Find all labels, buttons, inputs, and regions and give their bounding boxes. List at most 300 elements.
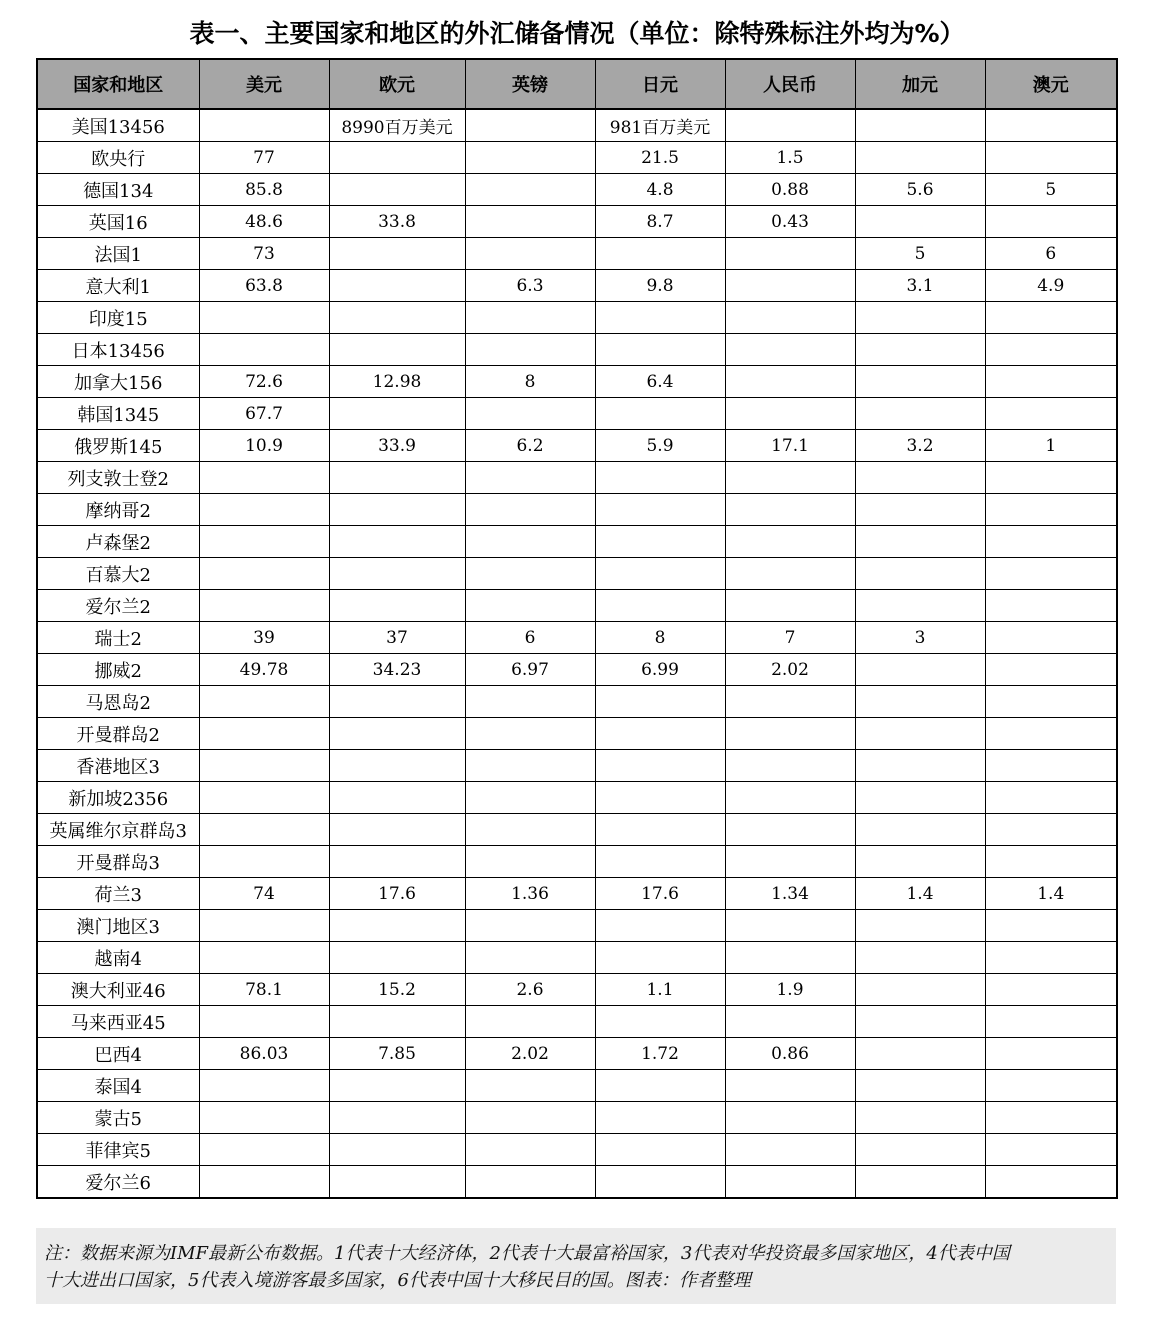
value-cell: 17.6	[329, 878, 465, 910]
value-cell	[465, 462, 595, 494]
value-cell	[595, 910, 725, 942]
value-cell	[725, 910, 855, 942]
value-cell	[199, 109, 329, 142]
value-cell	[465, 1070, 595, 1102]
value-cell	[855, 910, 985, 942]
value-cell: 5	[985, 174, 1117, 206]
value-cell	[855, 462, 985, 494]
value-cell	[725, 366, 855, 398]
value-cell	[855, 942, 985, 974]
value-cell	[985, 109, 1117, 142]
value-cell: 3	[855, 622, 985, 654]
value-cell	[725, 1166, 855, 1199]
value-cell	[465, 1134, 595, 1166]
region-name-cell: 新加坡2356	[37, 782, 199, 814]
value-cell	[465, 398, 595, 430]
value-cell: 6	[465, 622, 595, 654]
value-cell	[595, 1006, 725, 1038]
table-row	[37, 494, 1117, 526]
region-name-cell: 意大利1	[37, 270, 199, 302]
value-cell	[985, 1166, 1117, 1199]
value-cell	[985, 1070, 1117, 1102]
column-header-currency: 欧元	[329, 59, 465, 109]
value-cell: 1.36	[465, 878, 595, 910]
region-name-cell: 爱尔兰6	[37, 1166, 199, 1199]
value-cell	[595, 334, 725, 366]
table-row	[37, 942, 1117, 974]
value-cell	[985, 718, 1117, 750]
value-cell	[985, 590, 1117, 622]
value-cell	[725, 270, 855, 302]
value-cell	[199, 302, 329, 334]
value-cell	[465, 782, 595, 814]
table-row	[37, 462, 1117, 494]
column-header-currency: 美元	[199, 59, 329, 109]
column-header-currency: 人民币	[725, 59, 855, 109]
region-name-cell: 瑞士2	[37, 622, 199, 654]
footnote-line-1: 注：数据来源为IMF最新公布数据。1代表十大经济体，2代表十大最富裕国家，3代表对华投资最多国家地区，4代表中国	[44, 1243, 1010, 1264]
value-cell	[595, 462, 725, 494]
value-cell	[855, 750, 985, 782]
value-cell: 15.2	[329, 974, 465, 1006]
value-cell	[855, 142, 985, 174]
value-cell: 1.34	[725, 878, 855, 910]
value-cell	[595, 782, 725, 814]
table-row	[37, 238, 1117, 270]
value-cell	[855, 718, 985, 750]
table-row	[37, 1070, 1117, 1102]
value-cell	[855, 526, 985, 558]
value-cell	[329, 334, 465, 366]
table-row	[37, 109, 1117, 142]
value-cell	[985, 302, 1117, 334]
table-row	[37, 878, 1117, 910]
table-row	[37, 1038, 1117, 1070]
value-cell	[329, 302, 465, 334]
column-header-currency: 澳元	[985, 59, 1117, 109]
value-cell: 21.5	[595, 142, 725, 174]
value-cell	[985, 558, 1117, 590]
value-cell	[595, 1134, 725, 1166]
region-name-cell: 加拿大156	[37, 366, 199, 398]
table-row	[37, 590, 1117, 622]
value-cell: 2.02	[725, 654, 855, 686]
value-cell	[199, 558, 329, 590]
value-cell: 1.1	[595, 974, 725, 1006]
value-cell	[465, 590, 595, 622]
value-cell: 0.86	[725, 1038, 855, 1070]
region-name-cell: 马来西亚45	[37, 1006, 199, 1038]
value-cell	[985, 462, 1117, 494]
region-name-cell: 泰国4	[37, 1070, 199, 1102]
value-cell	[985, 526, 1117, 558]
value-cell	[199, 462, 329, 494]
table-row	[37, 398, 1117, 430]
value-cell: 7	[725, 622, 855, 654]
value-cell	[725, 334, 855, 366]
value-cell	[329, 494, 465, 526]
value-cell	[329, 558, 465, 590]
value-cell	[855, 1102, 985, 1134]
value-cell	[855, 366, 985, 398]
table-row	[37, 654, 1117, 686]
value-cell	[725, 462, 855, 494]
table-row	[37, 814, 1117, 846]
value-cell	[199, 334, 329, 366]
value-cell	[985, 686, 1117, 718]
value-cell	[595, 1070, 725, 1102]
value-cell: 63.8	[199, 270, 329, 302]
region-name-cell: 摩纳哥2	[37, 494, 199, 526]
value-cell	[725, 1134, 855, 1166]
value-cell: 72.6	[199, 366, 329, 398]
value-cell: 6	[985, 238, 1117, 270]
value-cell	[855, 1006, 985, 1038]
value-cell	[855, 302, 985, 334]
value-cell	[465, 750, 595, 782]
value-cell	[329, 238, 465, 270]
value-cell: 33.9	[329, 430, 465, 462]
table-row	[37, 750, 1117, 782]
value-cell: 5	[855, 238, 985, 270]
value-cell	[855, 590, 985, 622]
value-cell	[329, 1166, 465, 1199]
value-cell	[595, 302, 725, 334]
region-name-cell: 越南4	[37, 942, 199, 974]
value-cell	[985, 814, 1117, 846]
region-name-cell: 韩国1345	[37, 398, 199, 430]
value-cell	[465, 494, 595, 526]
region-name-cell: 英属维尔京群岛3	[37, 814, 199, 846]
region-name-cell: 列支敦士登2	[37, 462, 199, 494]
value-cell: 1.9	[725, 974, 855, 1006]
value-cell	[855, 334, 985, 366]
value-cell: 1.5	[725, 142, 855, 174]
value-cell	[199, 910, 329, 942]
value-cell	[329, 1102, 465, 1134]
value-cell	[985, 910, 1117, 942]
value-cell	[329, 1070, 465, 1102]
value-cell	[465, 1166, 595, 1199]
table-row	[37, 1102, 1117, 1134]
value-cell: 74	[199, 878, 329, 910]
region-name-cell: 香港地区3	[37, 750, 199, 782]
table-row	[37, 910, 1117, 942]
value-cell: 85.8	[199, 174, 329, 206]
value-cell	[985, 622, 1117, 654]
value-cell	[855, 814, 985, 846]
value-cell: 17.1	[725, 430, 855, 462]
value-cell: 0.43	[725, 206, 855, 238]
value-cell	[199, 494, 329, 526]
value-cell	[329, 174, 465, 206]
value-cell	[855, 1070, 985, 1102]
value-cell	[725, 1102, 855, 1134]
value-cell: 1.4	[985, 878, 1117, 910]
value-cell: 37	[329, 622, 465, 654]
region-name-cell: 巴西4	[37, 1038, 199, 1070]
value-cell	[199, 1070, 329, 1102]
footnote-line-2: 十大进出口国家，5代表入境游客最多国家，6代表中国十大移民目的国。图表：作者整理	[44, 1270, 751, 1291]
region-name-cell: 法国1	[37, 238, 199, 270]
table-row	[37, 622, 1117, 654]
table-row	[37, 558, 1117, 590]
value-cell	[595, 814, 725, 846]
value-cell	[725, 526, 855, 558]
value-cell	[855, 109, 985, 142]
value-cell	[465, 718, 595, 750]
value-cell	[199, 846, 329, 878]
value-cell	[595, 558, 725, 590]
value-cell	[199, 750, 329, 782]
value-cell	[855, 558, 985, 590]
value-cell	[465, 334, 595, 366]
value-cell	[465, 1006, 595, 1038]
value-cell	[985, 494, 1117, 526]
region-name-cell: 荷兰3	[37, 878, 199, 910]
value-cell	[855, 1134, 985, 1166]
value-cell: 5.9	[595, 430, 725, 462]
table-row	[37, 366, 1117, 398]
value-cell: 8	[465, 366, 595, 398]
column-header-region: 国家和地区	[37, 59, 199, 109]
value-cell	[855, 974, 985, 1006]
value-cell	[465, 302, 595, 334]
value-cell	[465, 814, 595, 846]
region-name-cell: 英国16	[37, 206, 199, 238]
value-cell	[329, 462, 465, 494]
table-row	[37, 974, 1117, 1006]
value-cell: 6.99	[595, 654, 725, 686]
value-cell	[725, 846, 855, 878]
value-cell	[199, 1166, 329, 1199]
region-name-cell: 澳门地区3	[37, 910, 199, 942]
value-cell: 3.2	[855, 430, 985, 462]
column-header-currency: 日元	[595, 59, 725, 109]
value-cell	[465, 1102, 595, 1134]
table-row	[37, 718, 1117, 750]
table-row	[37, 1166, 1117, 1199]
value-cell	[595, 718, 725, 750]
value-cell	[985, 654, 1117, 686]
table-row	[37, 206, 1117, 238]
value-cell	[855, 1038, 985, 1070]
value-cell	[985, 782, 1117, 814]
region-name-cell: 卢森堡2	[37, 526, 199, 558]
value-cell	[465, 526, 595, 558]
value-cell	[329, 942, 465, 974]
value-cell: 9.8	[595, 270, 725, 302]
region-name-cell: 印度15	[37, 302, 199, 334]
value-cell: 4.8	[595, 174, 725, 206]
value-cell	[855, 782, 985, 814]
value-cell	[985, 1134, 1117, 1166]
table-row	[37, 430, 1117, 462]
table-row	[37, 846, 1117, 878]
table-header-row	[37, 59, 1117, 109]
table-row	[37, 1006, 1117, 1038]
value-cell	[329, 1006, 465, 1038]
value-cell: 2.02	[465, 1038, 595, 1070]
value-cell	[329, 142, 465, 174]
value-cell: 73	[199, 238, 329, 270]
value-cell	[595, 686, 725, 718]
value-cell	[725, 494, 855, 526]
value-cell	[725, 1070, 855, 1102]
value-cell: 6.4	[595, 366, 725, 398]
value-cell: 17.6	[595, 878, 725, 910]
value-cell: 4.9	[985, 270, 1117, 302]
value-cell: 12.98	[329, 366, 465, 398]
value-cell	[985, 142, 1117, 174]
value-cell	[329, 846, 465, 878]
value-cell	[465, 846, 595, 878]
value-cell	[985, 206, 1117, 238]
region-name-cell: 开曼群岛2	[37, 718, 199, 750]
value-cell: 39	[199, 622, 329, 654]
value-cell	[199, 526, 329, 558]
table-row	[37, 526, 1117, 558]
value-cell: 0.88	[725, 174, 855, 206]
region-name-cell: 爱尔兰2	[37, 590, 199, 622]
table-row	[37, 142, 1117, 174]
table-row	[37, 270, 1117, 302]
fx-reserve-table	[36, 58, 1118, 1199]
value-cell	[985, 1006, 1117, 1038]
value-cell: 2.6	[465, 974, 595, 1006]
value-cell	[985, 974, 1117, 1006]
value-cell	[985, 334, 1117, 366]
value-cell	[985, 398, 1117, 430]
value-cell	[595, 750, 725, 782]
value-cell	[985, 366, 1117, 398]
value-cell	[725, 718, 855, 750]
value-cell	[985, 846, 1117, 878]
value-cell: 1.72	[595, 1038, 725, 1070]
value-cell	[595, 238, 725, 270]
value-cell	[595, 1102, 725, 1134]
value-cell: 48.6	[199, 206, 329, 238]
value-cell	[329, 526, 465, 558]
value-cell	[329, 1134, 465, 1166]
value-cell: 5.6	[855, 174, 985, 206]
value-cell: 7.85	[329, 1038, 465, 1070]
value-cell	[329, 718, 465, 750]
value-cell	[199, 1102, 329, 1134]
region-name-cell: 美国13456	[37, 109, 199, 142]
value-cell	[465, 109, 595, 142]
region-name-cell: 日本13456	[37, 334, 199, 366]
footnote	[36, 1228, 1116, 1304]
value-cell	[985, 750, 1117, 782]
value-cell	[199, 1006, 329, 1038]
value-cell	[725, 1006, 855, 1038]
value-cell: 8.7	[595, 206, 725, 238]
value-cell	[855, 654, 985, 686]
value-cell	[595, 942, 725, 974]
value-cell	[329, 910, 465, 942]
value-cell: 49.78	[199, 654, 329, 686]
value-cell: 1.4	[855, 878, 985, 910]
value-cell	[855, 1166, 985, 1199]
value-cell: 6.3	[465, 270, 595, 302]
value-cell: 3.1	[855, 270, 985, 302]
value-cell	[595, 1166, 725, 1199]
value-cell: 981百万美元	[595, 109, 725, 142]
value-cell	[465, 238, 595, 270]
region-name-cell: 挪威2	[37, 654, 199, 686]
value-cell	[329, 782, 465, 814]
value-cell: 86.03	[199, 1038, 329, 1070]
value-cell: 6.97	[465, 654, 595, 686]
value-cell	[985, 1102, 1117, 1134]
value-cell	[199, 1134, 329, 1166]
value-cell	[725, 814, 855, 846]
value-cell	[465, 142, 595, 174]
value-cell	[595, 398, 725, 430]
value-cell: 78.1	[199, 974, 329, 1006]
table-row	[37, 1134, 1117, 1166]
column-header-currency: 英镑	[465, 59, 595, 109]
value-cell	[199, 942, 329, 974]
value-cell	[985, 942, 1117, 974]
value-cell	[329, 270, 465, 302]
table-row	[37, 302, 1117, 334]
value-cell	[465, 910, 595, 942]
value-cell	[855, 846, 985, 878]
value-cell: 6.2	[465, 430, 595, 462]
value-cell	[199, 590, 329, 622]
value-cell	[725, 942, 855, 974]
value-cell: 33.8	[329, 206, 465, 238]
column-header-currency: 加元	[855, 59, 985, 109]
value-cell	[725, 238, 855, 270]
value-cell: 67.7	[199, 398, 329, 430]
value-cell	[855, 494, 985, 526]
value-cell	[329, 590, 465, 622]
page-title: 表一、主要国家和地区的外汇储备情况（单位：除特殊标注外均为%）	[189, 19, 965, 48]
value-cell: 34.23	[329, 654, 465, 686]
value-cell	[329, 814, 465, 846]
value-cell: 8	[595, 622, 725, 654]
value-cell	[199, 718, 329, 750]
value-cell	[855, 686, 985, 718]
value-cell	[725, 750, 855, 782]
table-row	[37, 782, 1117, 814]
value-cell: 1	[985, 430, 1117, 462]
value-cell	[199, 814, 329, 846]
value-cell	[725, 782, 855, 814]
value-cell	[595, 846, 725, 878]
value-cell	[329, 686, 465, 718]
value-cell	[329, 398, 465, 430]
table-row	[37, 686, 1117, 718]
value-cell	[199, 686, 329, 718]
value-cell	[725, 686, 855, 718]
value-cell	[855, 398, 985, 430]
value-cell	[465, 942, 595, 974]
region-name-cell: 百慕大2	[37, 558, 199, 590]
value-cell	[725, 109, 855, 142]
region-name-cell: 澳大利亚46	[37, 974, 199, 1006]
value-cell	[329, 750, 465, 782]
value-cell: 10.9	[199, 430, 329, 462]
value-cell	[465, 174, 595, 206]
value-cell	[595, 494, 725, 526]
value-cell	[465, 558, 595, 590]
value-cell	[595, 526, 725, 558]
value-cell	[985, 1038, 1117, 1070]
